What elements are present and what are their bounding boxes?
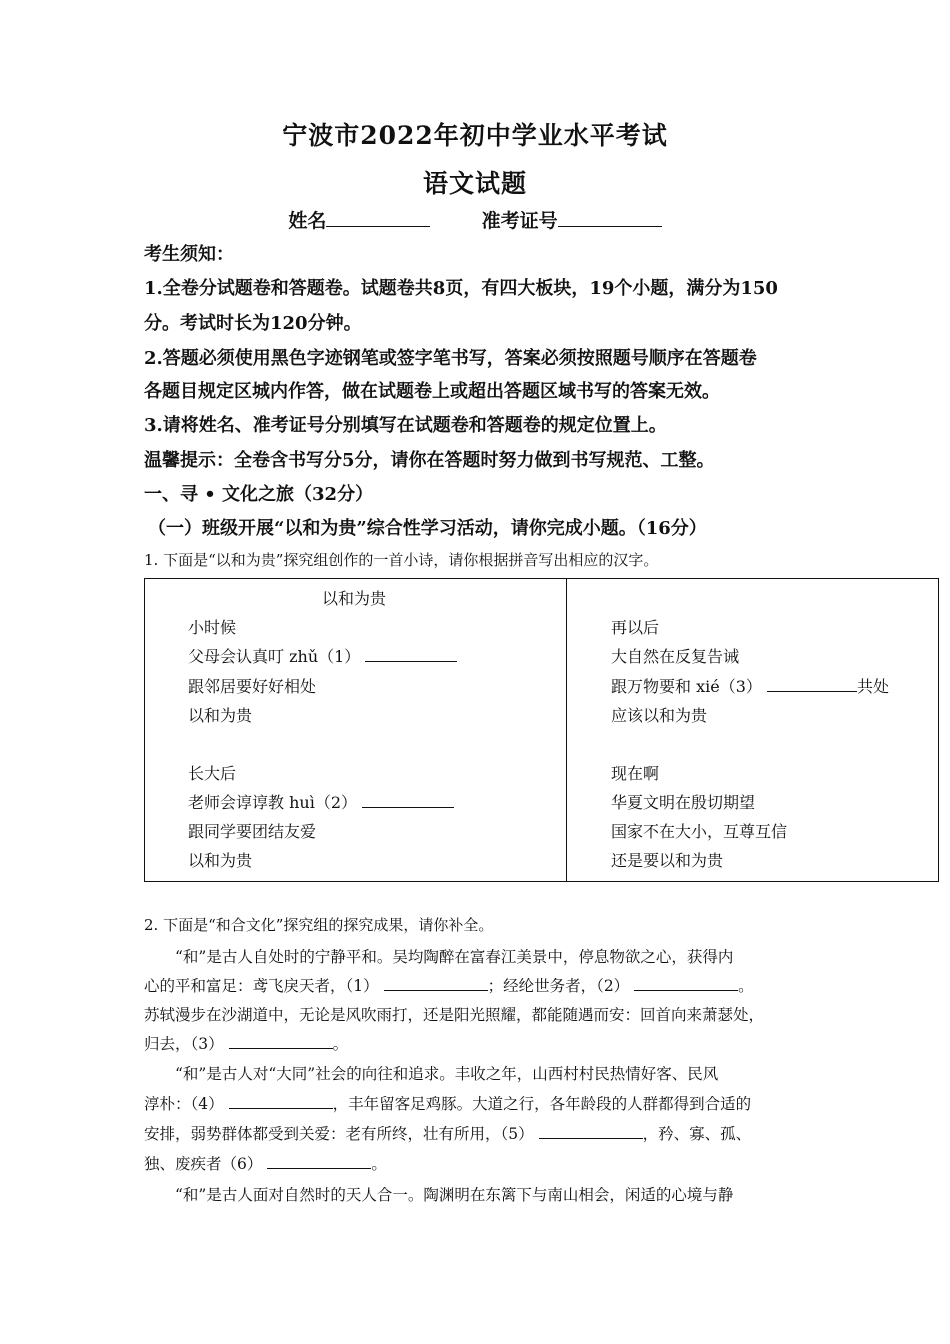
answer-blank-9 bbox=[267, 1154, 371, 1169]
question-2: 2. 下面是“和合文化”探究组的探究成果，请你补全。 bbox=[144, 916, 494, 934]
poem-left-line: 以和为贵 bbox=[188, 851, 253, 870]
answer-blank-5 bbox=[634, 976, 738, 991]
exam-subtitle: 语文试题 bbox=[422, 169, 527, 198]
answer-blank-4 bbox=[384, 976, 488, 991]
poem-left-line: 长大后 bbox=[188, 764, 237, 783]
poem-right-line: 华夏文明在殷切期望 bbox=[611, 793, 756, 812]
poem-left-line: 跟同学要团结友爱 bbox=[188, 822, 317, 841]
subsection-heading: （一）班级开展“以和为贵”综合性学习活动，请你完成小题。（16分） bbox=[148, 518, 707, 539]
paragraph-text: 。 bbox=[738, 977, 754, 995]
paragraph-line: “和”是古人面对自然时的天人合一。陶渊明在东篱下与南山相会，闲适的心境与静 bbox=[175, 1186, 734, 1204]
answer-blank-7 bbox=[229, 1094, 333, 1109]
notice-item2-line2: 各题目规定区城内作答，做在试题卷上或超出答题区域书写的答案无效。 bbox=[144, 381, 720, 402]
poem-right-line: 还是要以和为贵 bbox=[611, 851, 724, 870]
name-blank bbox=[326, 208, 430, 227]
section-heading: 一、寻 • 文化之旅（32分） bbox=[144, 484, 374, 505]
warm-tip: 温馨提示：全卷含书写分5分，请你在答题时努力做到书写规范、工整。 bbox=[144, 450, 715, 471]
answer-blank-2 bbox=[362, 793, 454, 808]
notice-item2-line1: 2.答题必须使用黑色字迹钢笔或签字笔书写，答案必须按照题号顺序在答题卷 bbox=[144, 348, 757, 369]
paragraph-line bbox=[144, 1092, 808, 1114]
poem-left-line bbox=[188, 644, 457, 667]
paragraph-line: 苏轼漫步在沙湖道中，无论是风吹雨打，还是阳光照耀，都能随遇而安：回首向来萧瑟处， bbox=[144, 1006, 765, 1024]
poem-right-text: 跟万物要和 xié（3） bbox=[611, 677, 762, 696]
answer-blank-3 bbox=[767, 677, 857, 692]
paragraph-text: 。 bbox=[371, 1155, 387, 1173]
notice-item1-line2: 分。考试时长为120分钟。 bbox=[144, 313, 362, 334]
poem-right-line: 再以后 bbox=[611, 618, 660, 637]
paragraph-text: 淳朴：（4） bbox=[144, 1095, 224, 1113]
poem-left-text: 老师会谆谆教 huì（2） bbox=[188, 793, 357, 812]
poem-right-text: 共处 bbox=[856, 677, 889, 696]
poem-left-line: 以和为贵 bbox=[188, 706, 253, 725]
poem-left-line: 跟邻居要好好相处 bbox=[188, 677, 317, 696]
exam-id-label: 准考证号 bbox=[481, 210, 558, 232]
notice-item3: 3.请将姓名、准考证号分别填写在试题卷和答题卷的规定位置上。 bbox=[144, 415, 667, 436]
poem-left-line: 小时候 bbox=[188, 618, 237, 637]
paragraph-text: 心的平和富足：鸢飞戾天者，（1） bbox=[144, 977, 379, 995]
question-1: 1. 下面是“以和为贵”探究组创作的一首小诗，请你根据拼音写出相应的汉字。 bbox=[144, 551, 659, 569]
paragraph-text: 安排，弱势群体都受到关爱：老有所终，壮有所用，（5） bbox=[144, 1125, 534, 1143]
poem-right-line bbox=[611, 674, 889, 697]
exam-title: 宁波市2022年初中学业水平考试 bbox=[282, 121, 668, 150]
paragraph-text: 独、废疾者（6） bbox=[144, 1155, 263, 1173]
answer-blank-6 bbox=[229, 1034, 333, 1049]
poem-left-line bbox=[188, 790, 454, 813]
paragraph-text: 。 bbox=[332, 1035, 349, 1053]
paragraph-line: “和”是古人对“大同”社会的向往和追求。丰收之年，山西村村民热情好客、民风 bbox=[175, 1065, 719, 1083]
notice-heading: 考生须知： bbox=[144, 244, 234, 265]
paragraph-line bbox=[144, 974, 808, 996]
paragraph-line: “和”是古人自处时的宁静平和。吴均陶醉在富春江美景中，停息物欲之心，获得内 bbox=[175, 948, 734, 966]
poem-title: 以和为贵 bbox=[322, 589, 387, 608]
paragraph-text: ，丰年留客足鸡豚。大道之行，各年龄段的人群都得到合适的 bbox=[332, 1095, 752, 1113]
poem-left-text: 父母会认真叮 zhǔ（1） bbox=[188, 647, 361, 666]
notice-item1-line1: 1.全卷分试题卷和答题卷。试题卷共8页，有四大板块，19个小题，满分为150 bbox=[144, 278, 778, 299]
paragraph-text: ，矜、寡、孤、 bbox=[642, 1125, 752, 1143]
candidate-info-bar bbox=[0, 206, 950, 233]
poem-table-divider bbox=[566, 578, 567, 882]
paragraph-line bbox=[144, 1122, 808, 1144]
answer-blank-1 bbox=[365, 647, 457, 662]
name-label: 姓名 bbox=[288, 210, 327, 232]
paragraph-text: 归去，（3） bbox=[144, 1035, 224, 1053]
poem-right-line: 现在啊 bbox=[611, 764, 660, 783]
exam-id-blank bbox=[558, 208, 662, 227]
paragraph-line bbox=[144, 1032, 808, 1054]
poem-right-line: 大自然在反复告诫 bbox=[611, 647, 740, 666]
paragraph-text: ；经纶世务者，（2） bbox=[487, 977, 630, 995]
answer-blank-8 bbox=[539, 1124, 643, 1139]
paragraph-line bbox=[144, 1152, 808, 1174]
poem-right-line: 国家不在大小，互尊互信 bbox=[611, 822, 788, 841]
poem-right-line: 应该以和为贵 bbox=[611, 706, 708, 725]
